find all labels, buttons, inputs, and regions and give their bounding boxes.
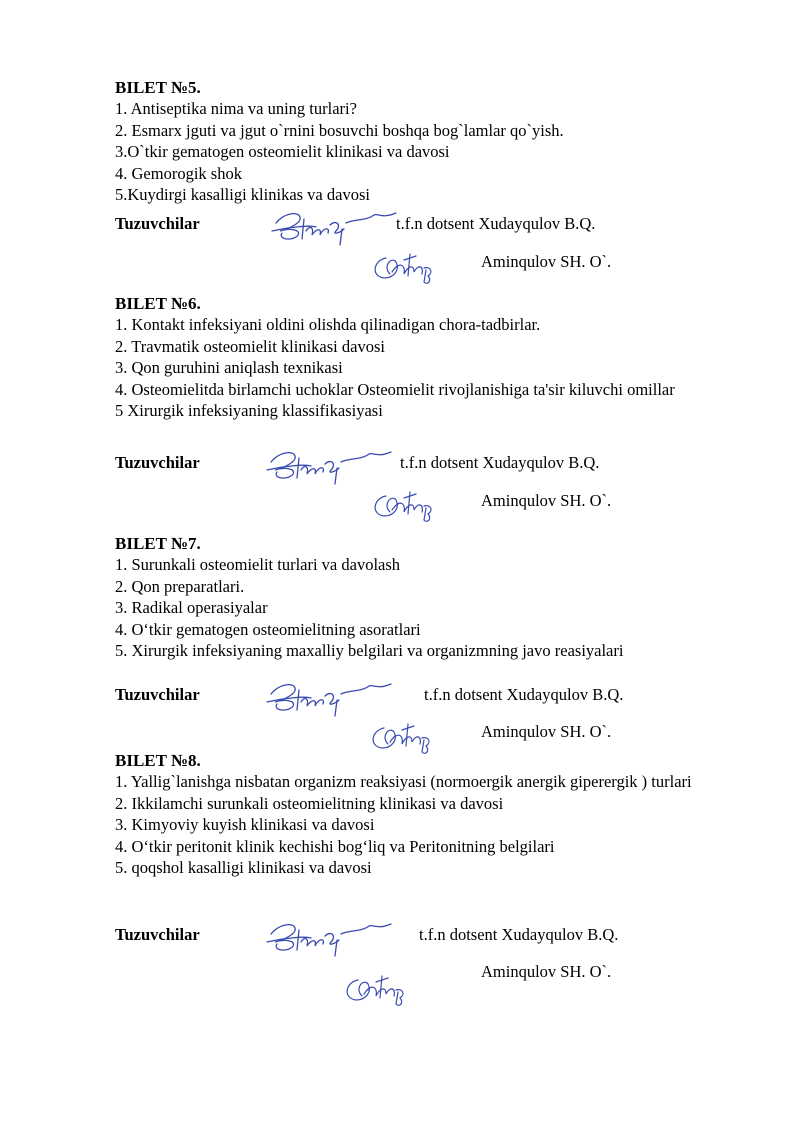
ticket-6 (115, 293, 755, 422)
ticket-title: BILET №6. (115, 294, 201, 313)
question-2: 2. Ikkilamchi surunkali osteomielitning klinikasi va davosi (115, 793, 504, 813)
signature-row (115, 452, 755, 482)
author-2: Aminqulov SH. O`. (481, 252, 612, 271)
question-1: 1. Surunkali osteomielit turlari va davolash (115, 555, 401, 574)
question-4: 4. O‘tkir peritonit klinik kechishi bog‘liq va Peritonitning belgilari (115, 836, 555, 856)
question-3: 3. Qon guruhini aniqlash texnikasi (115, 358, 343, 378)
signature-row (115, 924, 755, 954)
question-1: 1. Antiseptika nima va uning turlari? (115, 99, 357, 118)
question-4: 4. Gemorogik shok (115, 163, 242, 183)
question-3: 3.O`tkir gematogen osteomielit klinikasi va davosi (115, 142, 450, 162)
ticket-title: BILET №7. (115, 534, 201, 553)
question-5: 5.Kuydirgi kasalligi klinikas va davosi (115, 185, 370, 205)
question-2: 2. Esmarx jguti va jgut o`rnini bosuvchi boshqa bog`lamlar qo`yish. (115, 120, 564, 140)
ticket-5 (115, 77, 755, 206)
author-2: Aminqulov SH. O`. (481, 722, 612, 741)
question-1: 1. Kontakt infeksiyani oldini olishda qilinadigan chora-tadbirlar. (115, 315, 541, 334)
signature-1-icon (265, 916, 395, 958)
author-1: t.f.n dotsent Xudayqulov B.Q. (424, 685, 624, 704)
ticket-title: BILET №8. (115, 751, 201, 770)
sign-label: Tuzuvchilar (115, 925, 200, 944)
signature-2-icon (370, 250, 436, 286)
question-2: 2. Travmatik osteomielit klinikasi davosi (115, 336, 385, 356)
author-2: Aminqulov SH. O`. (481, 491, 612, 510)
question-5: 5 Xirurgik infeksiyaning klassifikasiyasi (115, 401, 383, 421)
question-1: 1. Yallig`lanishga nisbatan organizm reaksiyasi (normoergik anergik giperergik ) turlari (115, 772, 692, 791)
sign-label: Tuzuvchilar (115, 453, 200, 472)
ticket-title: BILET №5. (115, 78, 201, 97)
signature-row (115, 213, 755, 243)
question-5: 5. Xirurgik infeksiyaning maxalliy belgilari va organizmning javo reasiyalari (115, 641, 624, 661)
signature-2-icon (342, 972, 408, 1008)
author-1: t.f.n dotsent Xudayqulov B.Q. (400, 453, 600, 472)
question-4: 4. O‘tkir gematogen osteomielitning asoratlari (115, 619, 421, 639)
question-5: 5. qoqshol kasalligi klinikasi va davosi (115, 858, 372, 878)
author-1: t.f.n dotsent Xudayqulov B.Q. (419, 925, 619, 944)
signature-1-icon (265, 444, 395, 486)
question-4: 4. Osteomielitda birlamchi uchoklar Osteomielit rivojlanishiga ta'sir kiluvchi omillar (115, 379, 675, 399)
question-3: 3. Radikal operasiyalar (115, 598, 268, 618)
sign-label: Tuzuvchilar (115, 214, 200, 233)
sign-label: Tuzuvchilar (115, 685, 200, 704)
question-3: 3. Kimyoviy kuyish klinikasi va davosi (115, 815, 375, 835)
ticket-7 (115, 533, 755, 662)
signature-row (115, 684, 755, 714)
author-1: t.f.n dotsent Xudayqulov B.Q. (396, 214, 596, 233)
question-2: 2. Qon preparatlari. (115, 576, 245, 596)
ticket-8 (115, 750, 755, 879)
signature-1-icon (270, 205, 400, 247)
author-2: Aminqulov SH. O`. (481, 962, 612, 981)
signature-2-icon (370, 488, 436, 524)
signature-1-icon (265, 676, 395, 718)
